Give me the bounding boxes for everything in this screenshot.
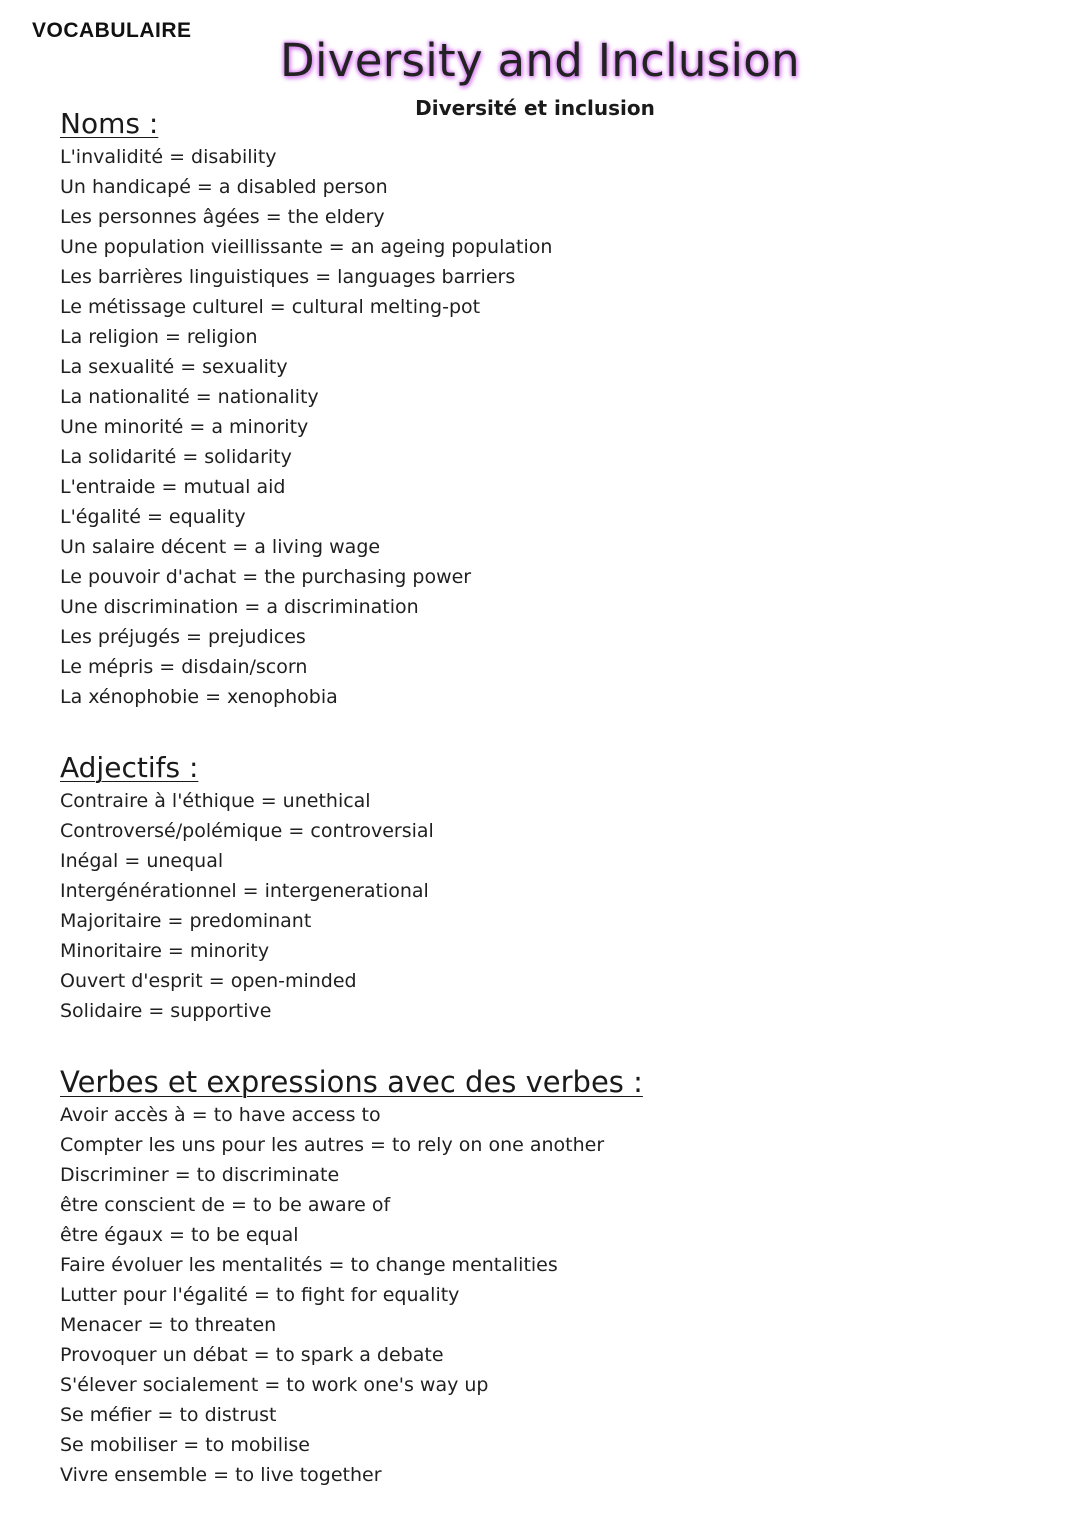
vocab-item: Provoquer un débat = to spark a debate xyxy=(60,1344,444,1366)
section-noms xyxy=(60,106,552,712)
vocab-item: Les barrières linguistiques = languages barriers xyxy=(60,266,516,288)
vocab-item: La sexualité = sexuality xyxy=(60,356,288,378)
adjectifs-list xyxy=(60,786,434,1026)
vocab-item: Intergénérationnel = intergenerational xyxy=(60,880,429,902)
vocab-item: Vivre ensemble = to live together xyxy=(60,1464,382,1486)
page-title: Diversity and Inclusion xyxy=(280,34,800,87)
vocab-item: L'égalité = equality xyxy=(60,506,246,528)
vocab-item: Lutter pour l'égalité = to fight for equality xyxy=(60,1284,460,1306)
vocab-item: Un salaire décent = a living wage xyxy=(60,536,381,558)
vocab-item: L'invalidité = disability xyxy=(60,146,277,168)
vocab-item: La nationalité = nationality xyxy=(60,386,319,408)
vocab-item: Discriminer = to discriminate xyxy=(60,1164,340,1186)
vocab-item: La solidarité = solidarity xyxy=(60,446,292,468)
vocab-item: Controversé/polémique = controversial xyxy=(60,820,434,842)
vocab-item: Le pouvoir d'achat = the purchasing power xyxy=(60,566,472,588)
section-verbes xyxy=(60,1064,643,1490)
vocab-item: Les préjugés = prejudices xyxy=(60,626,306,648)
section-adjectifs xyxy=(60,750,434,1026)
vocab-item: Inégal = unequal xyxy=(60,850,224,872)
vocab-item: Contraire à l'éthique = unethical xyxy=(60,790,371,812)
vocab-item: La xénophobie = xenophobia xyxy=(60,686,338,708)
vocab-item: Les personnes âgées = the eldery xyxy=(60,206,385,228)
vocab-item: Menacer = to threaten xyxy=(60,1314,277,1336)
section-heading-adjectifs: Adjectifs : xyxy=(60,751,199,784)
vocab-item: Une minorité = a minority xyxy=(60,416,309,438)
vocab-item: être égaux = to be equal xyxy=(60,1224,299,1246)
vocab-item: Compter les uns pour les autres = to rely on one another xyxy=(60,1134,605,1156)
verbes-list xyxy=(60,1100,643,1490)
vocab-item: Se méfier = to distrust xyxy=(60,1404,277,1426)
vocab-item: Minoritaire = minority xyxy=(60,940,270,962)
vocab-item: La religion = religion xyxy=(60,326,258,348)
vocab-item: Un handicapé = a disabled person xyxy=(60,176,388,198)
noms-list xyxy=(60,142,552,712)
vocab-item: Une discrimination = a discrimination xyxy=(60,596,419,618)
vocab-item: Majoritaire = predominant xyxy=(60,910,312,932)
vocab-item: Le mépris = disdain/scorn xyxy=(60,656,308,678)
vocab-item: L'entraide = mutual aid xyxy=(60,476,286,498)
vocab-item: Une population vieillissante = an ageing population xyxy=(60,236,553,258)
vocab-item: Se mobiliser = to mobilise xyxy=(60,1434,310,1456)
vocab-item: Faire évoluer les mentalités = to change mentalities xyxy=(60,1254,558,1276)
section-heading-verbes: Verbes et expressions avec des verbes : xyxy=(60,1065,643,1099)
section-heading-noms: Noms : xyxy=(60,107,159,140)
vocab-item: Le métissage culturel = cultural melting-pot xyxy=(60,296,481,318)
vocab-item: Ouvert d'esprit = open-minded xyxy=(60,970,357,992)
document-label: VOCABULAIRE xyxy=(32,19,192,42)
page-subtitle: Diversité et inclusion xyxy=(415,96,655,120)
vocab-item: Avoir accès à = to have access to xyxy=(60,1104,381,1126)
vocab-item: Solidaire = supportive xyxy=(60,1000,272,1022)
vocab-item: être conscient de = to be aware of xyxy=(60,1194,391,1216)
vocab-item: S'élever socialement = to work one's way up xyxy=(60,1374,489,1396)
